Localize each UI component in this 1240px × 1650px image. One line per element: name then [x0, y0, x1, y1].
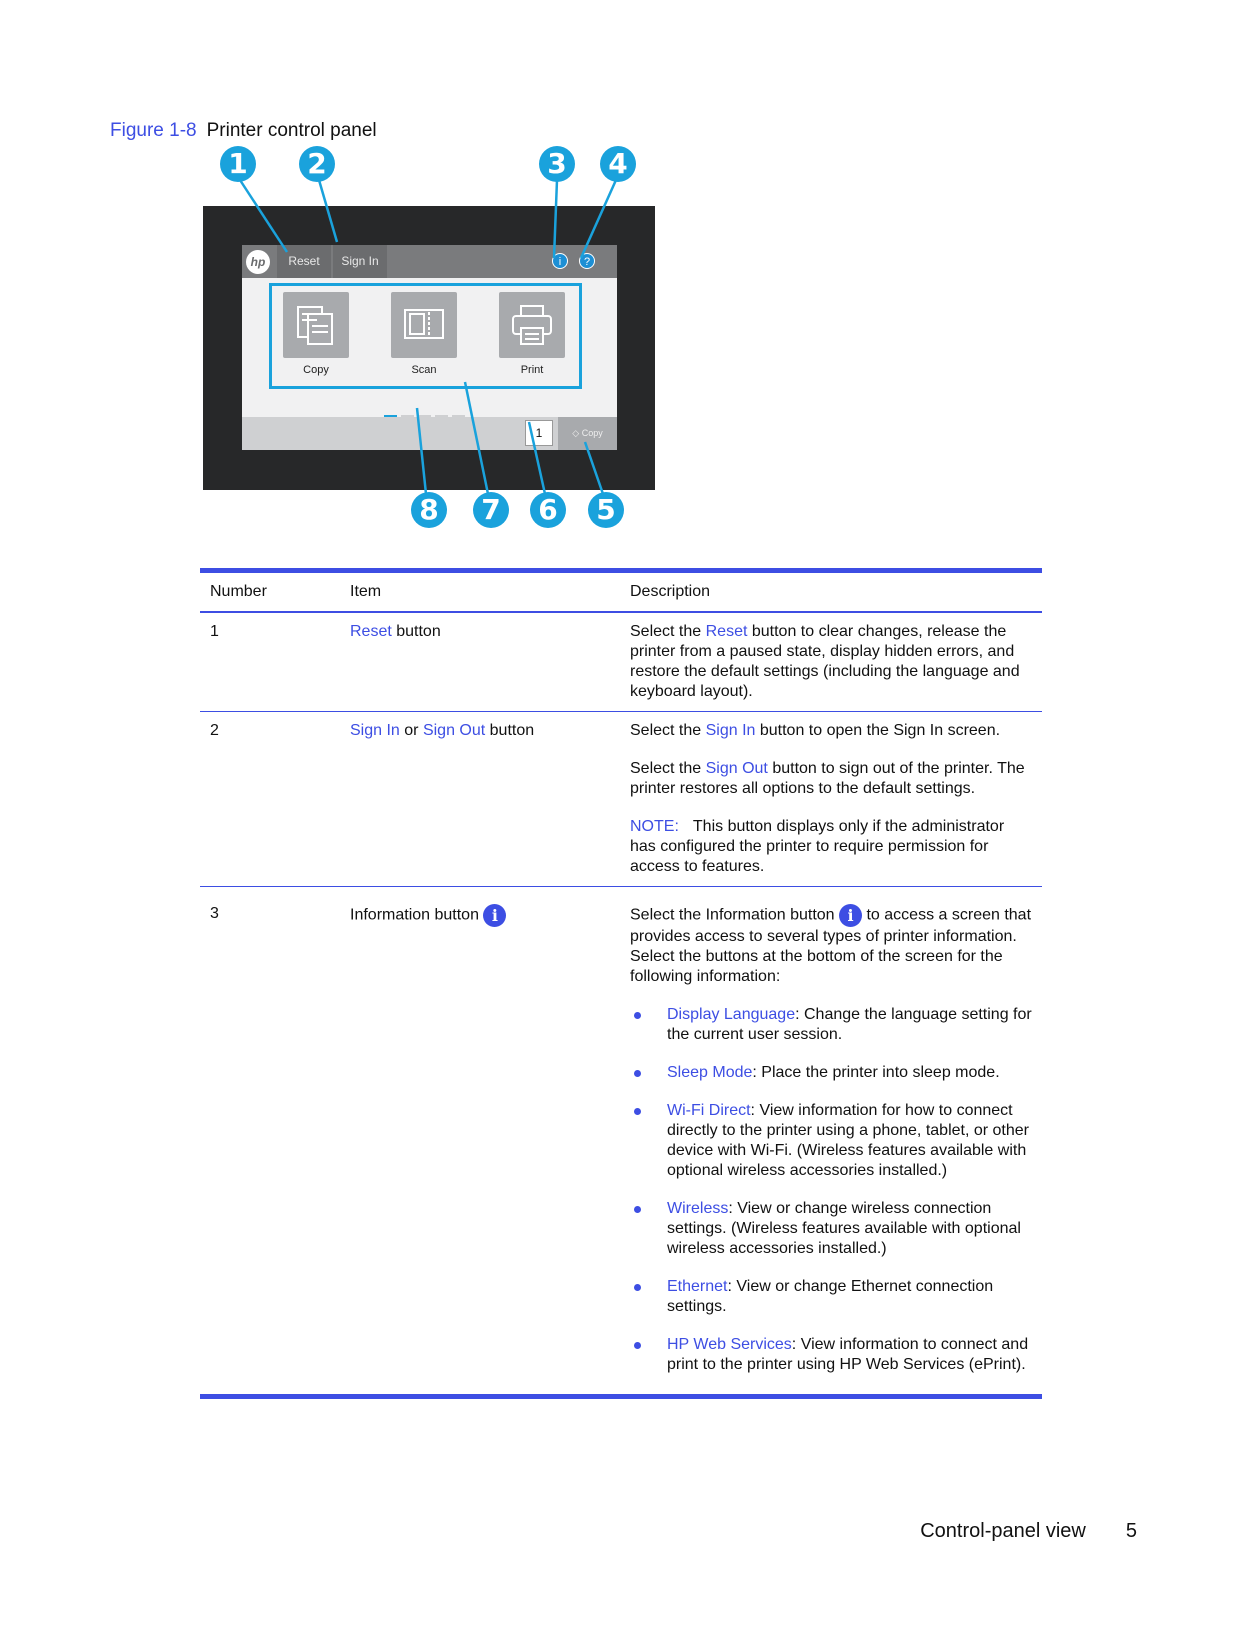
wifi-direct-link[interactable]: Wi-Fi Direct — [667, 1102, 751, 1119]
bullet-text: : Place the printer into sleep mode. — [752, 1064, 1000, 1081]
desc-paragraph — [630, 904, 1034, 987]
list-item — [630, 1277, 1034, 1317]
start-copy-button[interactable]: ◇ Copy — [558, 417, 617, 450]
note-text: This button displays only if the administrator has configured the printer to require permission for access to features. — [630, 818, 1005, 875]
list-item — [630, 1101, 1034, 1181]
desc-text: Select the — [630, 760, 706, 777]
ethernet-link[interactable]: Ethernet — [667, 1278, 728, 1295]
list-item — [630, 1005, 1034, 1045]
desc-paragraph — [630, 759, 1034, 799]
desc-text: Select the — [630, 623, 706, 640]
bullet-text: : View or change Ethernet connection settings. — [667, 1278, 994, 1315]
page-footer — [920, 1520, 1137, 1543]
callout-1: 1 — [220, 146, 256, 182]
row-item — [340, 712, 620, 886]
reset-link[interactable]: Reset — [705, 623, 748, 640]
header-number: Number — [210, 583, 267, 600]
control-panel-table — [200, 568, 1042, 1399]
sleep-mode-link[interactable]: Sleep Mode — [667, 1064, 753, 1081]
callout-8: 8 — [411, 492, 447, 528]
item-text: Information button — [350, 906, 479, 924]
figure-title: Printer control panel — [206, 120, 377, 141]
list-item — [630, 1335, 1034, 1375]
callout-2: 2 — [299, 146, 335, 182]
info-icon[interactable]: i — [552, 253, 568, 269]
page-number: 5 — [1125, 1520, 1137, 1542]
reset-link[interactable]: Reset — [350, 623, 392, 640]
desc-text: to access a screen that provides access to several types of printer information. Select the buttons at the bottom of the screen for the following information: — [630, 906, 1032, 985]
sign-in-link[interactable]: Sign In — [350, 722, 400, 739]
table-row — [200, 712, 1042, 887]
bullet-text: : View information to connect and print to the printer using HP Web Services (ePrint). — [667, 1336, 1029, 1373]
info-options-list — [630, 1005, 1034, 1375]
sign-in-button[interactable]: Sign In — [333, 245, 387, 278]
row-number: 1 — [210, 623, 219, 640]
info-icon: i — [839, 904, 862, 927]
desc-text: button to sign out of the printer. The printer restores all options to the default settings. — [630, 760, 1025, 797]
hp-logo-icon: hp — [246, 250, 270, 274]
sign-out-link[interactable]: Sign Out — [705, 760, 768, 777]
info-icon: i — [483, 904, 506, 927]
hp-web-services-link[interactable]: HP Web Services — [667, 1336, 792, 1353]
bullet-icon — [634, 1206, 641, 1213]
item-text: button — [391, 623, 441, 640]
figure-caption — [110, 120, 377, 142]
desc-text: button to clear changes, release the printer from a paused state, display hidden errors, and restore the default settings (including the language and keyboard layout). — [630, 623, 1020, 700]
app-copy-label: Copy — [303, 364, 329, 376]
table-header-row — [200, 573, 1042, 613]
bullet-text: : View information for how to connect directly to the printer using a phone, tablet, or other device with Wi-Fi. (Wireless features available with optional wireless accessories installed.) — [667, 1102, 1029, 1179]
note-paragraph — [630, 817, 1034, 877]
desc-text: Select the — [630, 722, 706, 739]
bullet-text: : View or change wireless connection settings. (Wireless features available with optional wireless accessories installed.) — [667, 1200, 1021, 1257]
printer-control-panel-figure — [195, 147, 665, 550]
app-print-label: Print — [520, 364, 544, 376]
row-description — [620, 613, 1042, 711]
callout-6: 6 — [530, 492, 566, 528]
footer-section-title: Control-panel view — [920, 1520, 1086, 1542]
sign-out-link[interactable]: Sign Out — [422, 722, 486, 739]
item-text: button — [485, 722, 535, 739]
row-description — [620, 887, 1042, 1384]
bullet-text: : Change the language setting for the current user session. — [667, 1006, 1032, 1043]
help-icon[interactable]: ? — [579, 253, 595, 269]
table-bottom-rule — [200, 1394, 1042, 1399]
item-text: or — [399, 722, 423, 739]
table-row — [200, 887, 1042, 1384]
app-scan-label: Scan — [411, 364, 437, 376]
list-item — [630, 1199, 1034, 1259]
bullet-icon — [634, 1342, 641, 1349]
row-item — [340, 887, 620, 1384]
display-language-link[interactable]: Display Language — [667, 1006, 796, 1023]
note-label: NOTE: — [630, 818, 679, 835]
copy-count-field[interactable]: 1 — [525, 420, 553, 446]
reset-button[interactable]: Reset — [277, 245, 331, 278]
header-description: Description — [630, 583, 711, 600]
bullet-icon — [634, 1070, 641, 1077]
table-row — [200, 613, 1042, 712]
bullet-icon — [634, 1012, 641, 1019]
row-item — [340, 613, 620, 711]
desc-text: Select the Information button — [630, 906, 835, 924]
desc-text: button to open the Sign In screen. — [755, 722, 1001, 739]
callout-3: 3 — [539, 146, 575, 182]
row-description — [620, 712, 1042, 886]
wireless-link[interactable]: Wireless — [667, 1200, 729, 1217]
header-item: Item — [350, 583, 382, 600]
callout-leader-lines — [195, 150, 665, 550]
callout-7: 7 — [473, 492, 509, 528]
sign-in-link[interactable]: Sign In — [705, 722, 756, 739]
figure-label: Figure 1-8 — [110, 120, 197, 141]
start-copy-label: Copy — [581, 428, 603, 438]
bullet-icon — [634, 1284, 641, 1291]
row-number: 3 — [210, 905, 219, 922]
bullet-icon — [634, 1108, 641, 1115]
callout-4: 4 — [600, 146, 636, 182]
desc-paragraph — [630, 721, 1034, 741]
callout-5: 5 — [588, 492, 624, 528]
list-item — [630, 1063, 1034, 1083]
row-number: 2 — [210, 722, 219, 739]
